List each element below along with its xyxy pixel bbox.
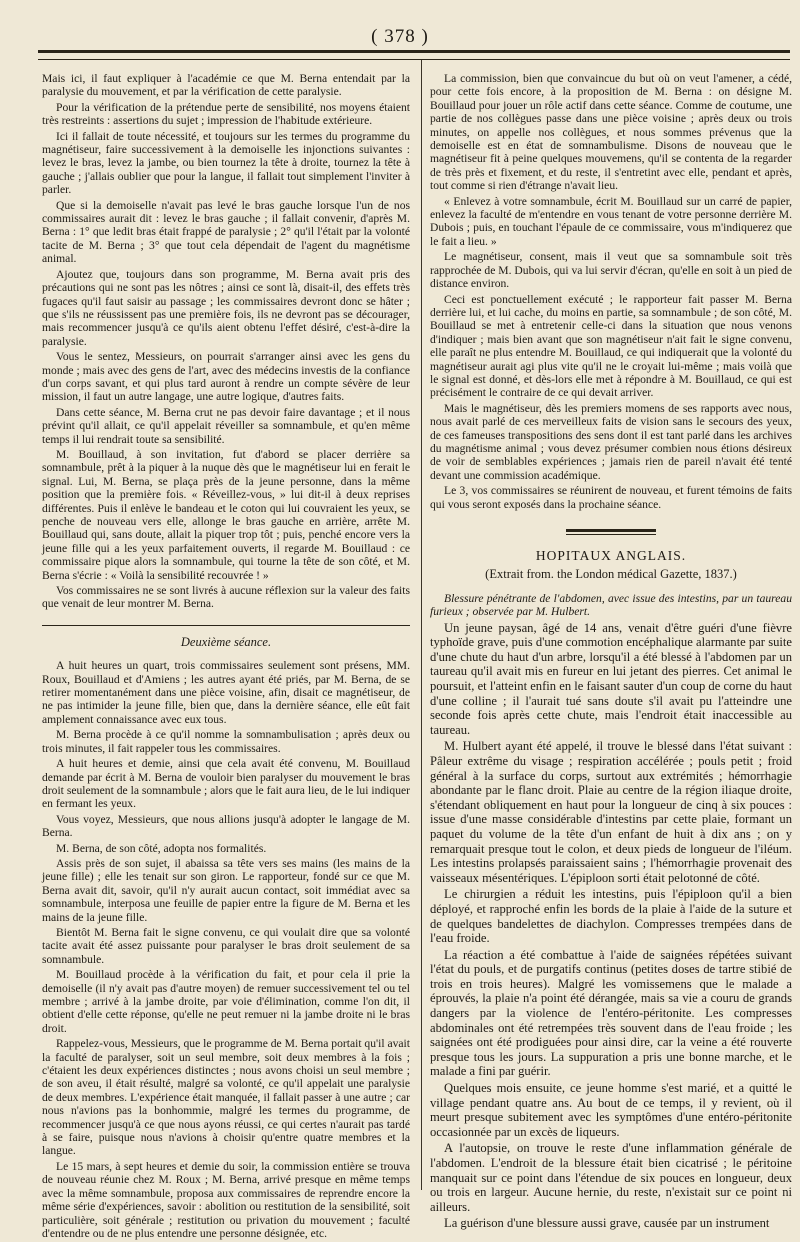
paragraph: Vous le sentez, Messieurs, on pourrait s'arranger ainsi avec les gens du monde ; mais avec des gens de l'art, avec des médecins investis de la confiance d'un corps savant, et qui plus tard auront à rendre un compte sévère de leur mission, il faut un autre langage, une autre logique, d'autres faits. <box>42 350 410 404</box>
paragraph: Rappelez-vous, Messieurs, que le programme de M. Berna portait qu'il avait la faculté de paralyser, soit un seul membre, soit deux membres à la fois ; c'étaient les deux expériences distinctes ; nous avons choisi un seul membre ; de son aveu, il était résulté, malgré sa volonté, ce qu'il appelait une paralysie de deux membres. L'expérience était manquée, il fallait passer à une autre ; car nous n'avions pas la bonhommie, malgré les termes du programme, de recommencer jusqu'à ce que nous ayons réussi, ce qui certes n'aurait pas tardé à se faire, puisque nous n'avions à choisir qu'entre quatre membres et la langue. <box>42 1037 410 1158</box>
paragraph: A l'autopsie, on trouve le reste d'une inflammation générale de l'abdomen. L'endroit de la blessure était bien cicatrisé ; le péritoine manquait sur ce point dans l'étendue de six pouces en longueur, deux ou trois en largeur. Aucune hernie, du reste, n'existait sur ce point ni ailleurs. <box>430 1141 792 1214</box>
paragraph: A huit heures et demie, ainsi que cela avait été convenu, M. Bouillaud demande par écrit à M. Berna de vouloir bien paralyser du mouvement le bras droit seulement de la somnambule ; alors que le fait aura lieu, de le lui indiquer en fermant les yeux. <box>42 757 410 811</box>
paragraph: M. Bouillaud procède à la vérification du fait, et pour cela il prie la demoiselle (il n'y avait pas d'autre moyen) de remuer successivement tel ou tel membre ; arrivé à la jambe droite, par voie d'élimination, comme l'on dit, il obtient d'elle cette réponse, qu'elle ne peut remuer ni la jambe droite ni le bras droit. <box>42 968 410 1035</box>
paragraph: M. Berna procède à ce qu'il nomme la somnambulisation ; après deux ou trois minutes, il fait rappeler tous les commissaires. <box>42 728 410 755</box>
paragraph: A huit heures un quart, trois commissaires seulement sont présens, MM. Roux, Bouillaud et d'Amiens ; les autres ayant été priés, par M. Berna, de se retirer momentanément dans une pièce voisine, afin, disait ce magnétiseur, de ne pas intimider la jeune fille, bien que, dans la dernière séance, elle eût fait amplement connaissance avec eux tous. <box>42 659 410 726</box>
article-heading: HOPITAUX ANGLAIS. <box>535 548 687 563</box>
paragraph: Bientôt M. Berna fait le signe convenu, ce qui voulait dire que sa volonté tacite avait été assez puissante pour paralyser le bras droit seulement de sa somnambule. <box>42 925 410 966</box>
paragraph: Vous voyez, Messieurs, que nous allions jusqu'à adopter le langage de M. Berna. <box>42 812 410 840</box>
paragraph: Quelques mois ensuite, ce jeune homme s'est marié, et a quitté le village pendant quatre ans. Au bout de ce temps, il y revient, où il meurt presque subitement avec les symptômes d'une entéro-péritonite occasionnée par un excès de liqueurs. <box>430 1081 792 1139</box>
page-number: ( 378 ) <box>371 26 429 47</box>
section-separator <box>566 529 656 535</box>
header-rule <box>38 50 790 60</box>
paragraph: Le magnétiseur, consent, mais il veut que sa somnambule soit très rapprochée de M. Dubois, qui va lui servir d'écran, qu'elle en soit à un pied de distance environ. <box>430 250 792 291</box>
paragraph: Le chirurgien a réduit les intestins, puis l'épiploon qu'il a bien déployé, et rapproché enfin les bords de la plaie à l'aide de la suture et de quelques bandelettes de diachylon. Compresses trempées dans de l'eau froide. <box>430 887 792 946</box>
left-column <box>42 72 410 1242</box>
paragraph: Le 3, vos commissaires se réunirent de nouveau, et furent témoins de faits qui vous seront exposés dans la prochaine séance. <box>430 484 792 511</box>
paragraph: M. Hulbert ayant été appelé, il trouve le blessé dans l'état suivant : Pâleur extrême du visage ; respiration accélérée ; pouls petit ; froid général à la surface du corps, surtout aux extrémités ; hémorrhagie abondante par le flanc droit. Plaie au centre de la région iliaque droite, s'étendant obliquement en haut pour la longueur de cinq à six pouces : issue d'une masse considérable d'intestins par cette plaie, formant un paquet du volume de la tête d'un enfant de huit à dix ans ; on y remarquait presque tout le colon, et deux pieds de longueur de l'iléum. Les intestins prolapsés paraissaient sains ; l'hémorrhagie provenait des vaisseaux mésentériques. L'épiploon sorti était pelotonné de côté. <box>430 739 792 885</box>
paragraph: Vos commissaires ne se sont livrés à aucune réflexion sur la valeur des faits que venait de leur montrer M. Berna. <box>42 584 410 611</box>
paragraph: Assis près de son sujet, il abaissa sa tête vers ses mains (les mains de la jeune fille) ; elle les tenait sur son giron. Le rapporteur, fondé sur ce que M. Berna avait dit, savoir, qu'il n'y aurait aucun contact, soit immédiat avec sa somnambule, interposa une feuille de papier entre la figure de M. Berna et les mains de la jeune fille. <box>42 856 410 924</box>
paragraph: Pour la vérification de la prétendue perte de sensibilité, nos moyens étaient très restreints : assertions du sujet ; impression de l'habitude extérieure. <box>42 100 410 128</box>
section-title: Deuxième séance. <box>42 625 410 649</box>
right-column <box>430 72 792 1233</box>
paragraph: Le 15 mars, à sept heures et demie du soir, la commission entière se trouva de nouveau réunie chez M. Roux ; M. Berna, arrivé presque en même temps avec la même somnambule, proposa aux commissaires de reprendre encore la même série d'expériences, savoir : abolition ou restitution de la sensibilité, soit particulière, soit générale ; restitution ou privation du mouvement ; faculté d'entendre ou de ne plus entendre une personne désignée, etc. <box>42 1159 410 1240</box>
case-body <box>430 621 792 1231</box>
paragraph: Ceci est ponctuellement exécuté ; le rapporteur fait passer M. Berna derrière lui, et lui cache, du moins en partie, sa somnambule ; de son côté, M. Bouillaud se met à entretenir celle-ci dans la situation que nous venons d'indiquer ; mais bien avant que son magnétiseur n'ait fait le signe convenu, elle paraît ne plus entendre M. Bouillaud, ce qui indiquerait que la volonté du magnétiseur aurait agi plus vite qu'il ne le croyait lui-même ; mais voilà que le signal est donné, et dès-lors elle met à répondre à M. Bouillaud, ce qui est précisément le contraire de ce qui devait arriver. <box>430 292 792 400</box>
paragraph: Ici il fallait de toute nécessité, et toujours sur les termes du programme du magnétiseur, faire successivement à la demoiselle les injonctions suivantes : levez le bras, levez la jambe, ou bien tournez la tête à droite, tournez la tête à gauche ; j'allais oublier que pour la langue, il fallait tout simplement l'inviter à parler. <box>42 129 410 197</box>
paragraph: Mais le magnétiseur, dès les premiers momens de ses rapports avec nous, nous avait parlé de ces merveilleux faits de vision sans le secours des yeux, de ces fameuses transpositions des sens dont il est tant parlé dans les archives du magnétisme animal ; vous devez présumer combien nous étions désireux de voir de semblables expériences ; jamais rien de pareil n'avait été tenté devant une commission académique. <box>430 401 792 482</box>
paragraph: La réaction a été combattue à l'aide de saignées répétées suivant l'état du pouls, et de purgatifs continus (petites doses de tartre stibié de trois en trois heures). Malgré les vomissemens que le malade a éprouvés, la plaie n'a point été dérangée, mais sa vie a couru de grands dangers par la violence de l'entéro-péritonite. Les compresses abdominales ont été retrempées très souvent dans de l'eau froide ; les saignées ont été prodiguées pour ainsi dire, car la veine a été rouverte presque tous les jours. La suppuration a pris une bonne marche, et le malade a fini par guérir. <box>430 947 792 1079</box>
paragraph: La commission, bien que convaincue du but où on veut l'amener, a cédé, pour cette fois encore, à la proposition de M. Berna : on désigne M. Bouillaud pour jouer un rôle actif dans cette séance. Comme de coutume, une partie de nos collègues passe dans une pièce voisine ; après deux ou trois minutes, on appelle nos collègues, et nous sommes prévenus que la demoiselle est en état de somnambulisme. Disons de nouveau que le magnétiseur fit à peine quelques mouvemens, qu'il se contenta de la regarder de très près et fixement, et du reste, il s'entretint avec elle, pendant et après, tout comme si rien d'étrange n'avait lieu. <box>430 72 792 193</box>
case-title: Blessure pénétrante de l'abdomen, avec issue des intestins, par un taureau furieux ; observée par M. Hulbert. <box>430 591 792 619</box>
paragraph: M. Bouillaud, à son invitation, fut d'abord se placer derrière sa somnambule, prêt à la piquer à la nuque dès que le magnétiseur lui en ferait le signal. Lui, M. Berna, se plaça près de la jeune personne, dans la même position que la première fois. « Réveillez-vous, » lui dit-il à deux reprises différentes. Puis il enlève le bandeau et le coton qui lui couvraient les yeux, se penche de nouveau vers elle, allonge le bras gauche en arrière, arrête M. Bouillaud qui, sans doute, allait la piquer trop tôt ; puis, penché encore vers la jeune fille qui a les yeux parfaitement ouverts, il regarde M. Bouillaud : ce commissaire pique alors la somnambule, qui tourne la tête de son côté, et M. Berna s'écrie : « Voilà la sensibilité recouvrée ! » <box>42 447 410 582</box>
paragraph: Un jeune paysan, âgé de 14 ans, venait d'être guéri d'une fièvre typhoïde grave, puis d'une commotion encéphalique alarmante par suite d'une chute du haut d'un arbre, lorsqu'il a été blessé à l'abdomen par un taureau qu'il avait mis en fureur en lui jetant des pierres. Cet animal le poursuit, et l'atteint enfin en le faisant sauter d'un coup de corne du haut d'une colline ; il l'aurait tué sans doute s'il avait pu l'atteindre une seconde fois après cette chute, mais l'endroit était inaccessible au taureau. <box>430 620 792 737</box>
paragraph: « Enlevez à votre somnambule, écrit M. Bouillaud sur un carré de papier, enlevez la faculté de m'entendre en vous tenant de votre personne derrière M. Dubois ; puis, en touchant l'épaule de ce commissaire, vous m'indiquerez que le fait a lieu. » <box>430 194 792 248</box>
column-divider <box>421 60 422 1190</box>
paragraph: Que si la demoiselle n'avait pas levé le bras gauche lorsque l'un de nos commissaires aurait dit : levez le bras gauche ; il fallait convenir, d'après M. Berna : 1° que ledit bras était frappé de paralysie ; 2° qu'il l'était par la volonté tacite de M. Berna ; 3° que tout cela dépendait de l'agent du magnétisme animal. <box>42 198 410 266</box>
paragraph: Dans cette séance, M. Berna crut ne pas devoir faire davantage ; et il nous prévint qu'il allait, ce qu'il appelait réveiller sa somnambule, et qu'en même temps il lui rendrait toute sa sensibilité. <box>42 405 410 446</box>
paragraph: La guérison d'une blessure aussi grave, causée par un instrument <box>444 1216 770 1231</box>
paragraph: Ajoutez que, toujours dans son programme, M. Berna avait pris des précautions qui ne sont pas les nôtres ; ainsi ce sont là, disait-il, des effets très fugaces qu'il faut saisir au passage ; les commissaires devront donc se hâter ; que s'ils ne réussissent pas une première fois, ils ne devront pas se décourager, mais recommencer jusqu'à ce qu'ils aient obtenu l'effet désiré, c'est-à-dire la paralysie. <box>42 267 410 348</box>
paragraph: Mais ici, il faut expliquer à l'académie ce que M. Berna entendait par la paralysie du mouvement, et par la vérification de cette paralysie. <box>42 72 410 99</box>
paragraph: M. Berna, de son côté, adopta nos formalités. <box>56 841 267 855</box>
article-source: (Extrait from. the London médical Gazette, 1837.) <box>485 567 737 582</box>
